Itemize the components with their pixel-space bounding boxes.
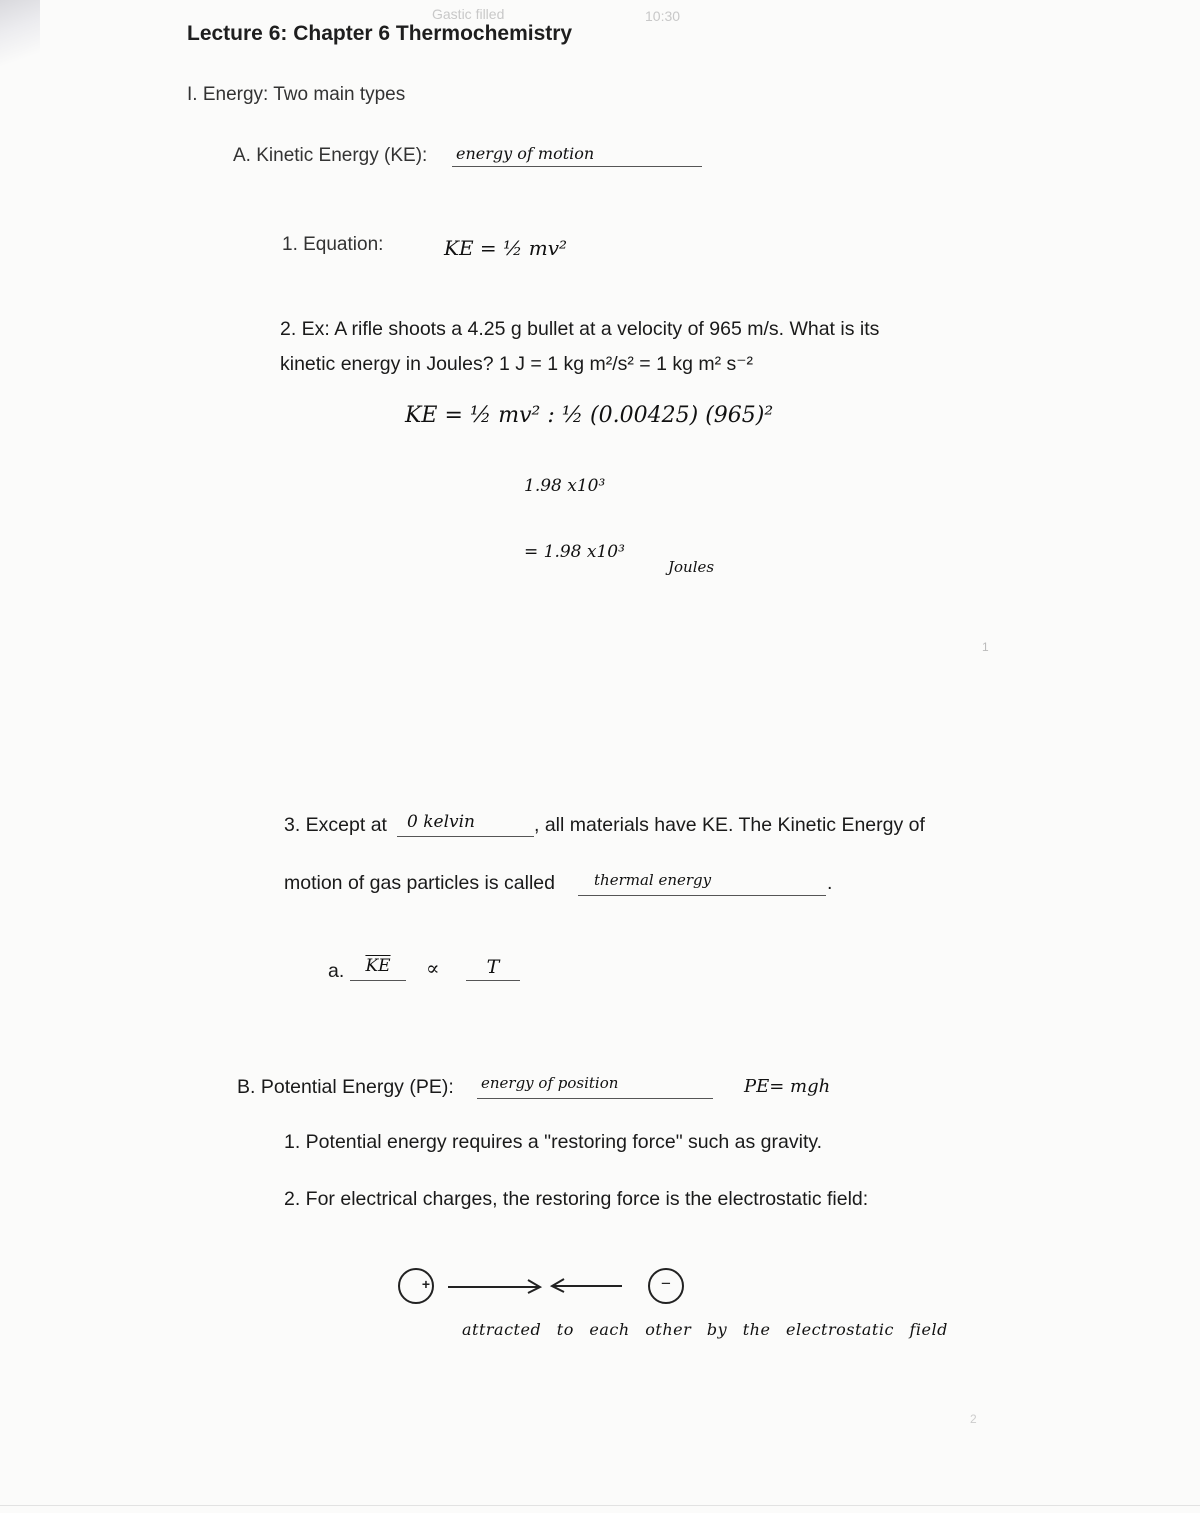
motion-prefix: motion of gas particles is called [284,872,555,894]
work-line-1: KE = ½ mv² : ½ (0.00425) (965)² [405,403,774,428]
work-unit: Joules [668,558,715,576]
proportional-left: $\overline{KE}$ [365,956,391,976]
work-line-2: 1.98 x10³ [524,476,606,496]
potential-energy-formula: PE= mgh [744,1076,831,1097]
potential-energy-label: B. Potential Energy (PE): [237,1076,454,1098]
proportional-label: a. [328,960,345,982]
proportional-left-blank [350,956,406,981]
kinetic-energy-label: A. Kinetic Energy (KE): [233,145,428,166]
except-blank [397,812,534,837]
equation-answer: KE = ½ mv² [444,236,568,260]
proportional-right-blank [466,956,520,981]
proportional-symbol: ∝ [426,956,440,980]
scan-smudge [0,0,40,70]
scan-bottom-edge [0,1505,1200,1506]
negative-charge-sign: − [661,1274,671,1293]
work-line-3: = 1.98 x10³ [524,542,625,562]
charge-note: attracted to each other by the electrostatic field [462,1320,948,1339]
proportional-right: T [486,956,500,978]
section-heading-energy: I. Energy: Two main types [187,84,406,105]
potential-point-2: 2. For electrical charges, the restoring force is the electrostatic field: [284,1188,869,1210]
potential-point-1: 1. Potential energy requires a "restoring force" such as gravity. [284,1131,823,1153]
motion-blank [578,871,826,896]
example-line-2: kinetic energy in Joules? 1 J = 1 kg m²/s² = 1 kg m² s⁻² [280,353,754,375]
except-prefix: 3. Except at [284,814,387,836]
faint-header-left: Gastic filled [432,6,505,22]
page-title: Lecture 6: Chapter 6 Thermochemistry [187,22,573,45]
kinetic-energy-blank [452,144,702,167]
equation-label: 1. Equation: [282,234,384,255]
except-suffix: , all materials have KE. The Kinetic Energy of [534,814,925,836]
example-line-1: 2. Ex: A rifle shoots a 4.25 g bullet at a velocity of 965 m/s. What is its [280,318,880,340]
except-answer: 0 kelvin [407,812,476,832]
positive-charge-sign: + [421,1276,431,1292]
potential-energy-blank [477,1074,713,1099]
margin-mark: 2 [970,1412,977,1426]
faint-header-right: 10:30 [645,8,681,24]
potential-energy-answer: energy of position [481,1074,619,1092]
motion-answer: thermal energy [594,871,712,889]
page-mark: 1 [982,640,989,654]
kinetic-energy-answer: energy of motion [456,144,595,163]
motion-suffix: . [827,872,833,894]
